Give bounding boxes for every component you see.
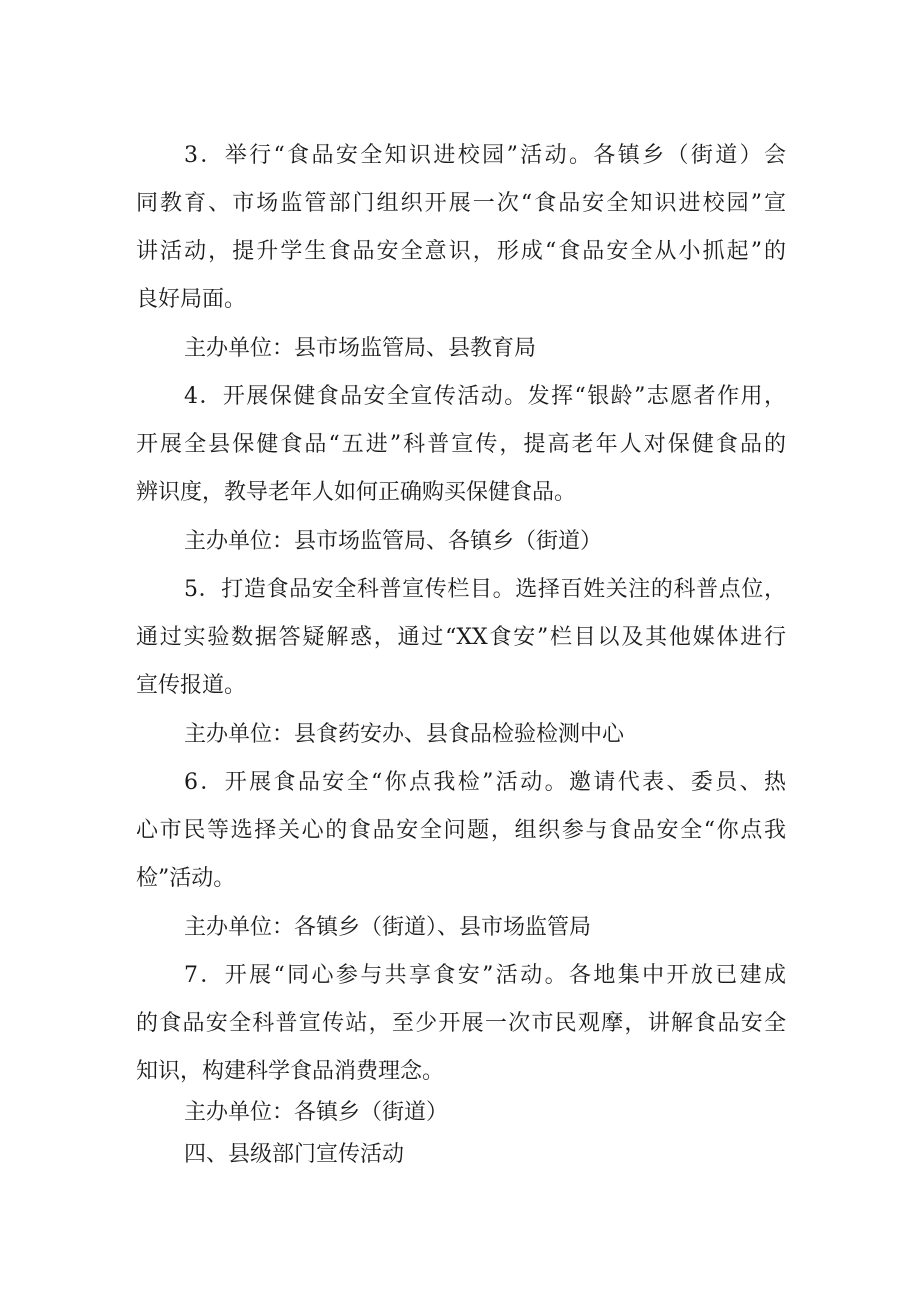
- item-7-line-3: 知识，构建科学食品消费理念。: [136, 1059, 445, 1084]
- item-6-line-3: 检”活动。: [136, 866, 236, 891]
- item-5-line-3: 宣传报道。: [136, 673, 247, 698]
- item-6-organizer: 主办单位：各镇乡（街道）、县市场监管局: [184, 915, 592, 940]
- item-6-line-2: 心市民等选择关心的食品安全问题，组织参与食品安全“你点我: [136, 818, 786, 843]
- item-5-organizer: 主办单位：县食药安办、县食品检验检测中心: [184, 722, 625, 747]
- item-5-line-2: 通过实验数据答疑解惑，通过“XX食安”栏目以及其他媒体进行: [136, 625, 786, 650]
- item-3-line-3: 讲活动，提升学生食品安全意识，形成“食品安全从小抓起”的: [136, 239, 786, 264]
- item-7-line-2: 的食品安全科普宣传站，至少开展一次市民观摩，讲解食品安全: [136, 1011, 786, 1036]
- item-4-line-1: 4．开展保健食品安全宣传活动。发挥“银龄”志愿者作用，: [184, 384, 786, 409]
- item-6-line-1: 6．开展食品安全“你点我检”活动。邀请代表、委员、热: [184, 770, 786, 795]
- item-3-line-2: 同教育、市场监管部门组织开展一次“食品安全知识进校园”宣: [136, 191, 786, 216]
- item-3-line-4: 良好局面。: [136, 287, 247, 312]
- item-7-line-1: 7．开展“同心参与共享食安”活动。各地集中开放已建成: [184, 963, 786, 988]
- item-3-organizer: 主办单位：县市场监管局、县教育局: [184, 336, 537, 361]
- item-5-line-1: 5．打造食品安全科普宣传栏目。选择百姓关注的科普点位，: [184, 577, 786, 602]
- item-4-organizer: 主办单位：县市场监管局、各镇乡（街道）: [184, 529, 603, 554]
- item-4-line-3: 辨识度，教导老年人如何正确购买保健食品。: [136, 480, 577, 505]
- item-4-line-2: 开展全县保健食品“五进”科普宣传，提高老年人对保健食品的: [136, 432, 786, 457]
- section-heading: 四、县级部门宣传活动: [184, 1142, 405, 1167]
- item-7-organizer: 主办单位：各镇乡（街道）: [184, 1100, 449, 1125]
- item-3-line-1: 3．举行“食品安全知识进校园”活动。各镇乡（街道）会: [184, 143, 786, 168]
